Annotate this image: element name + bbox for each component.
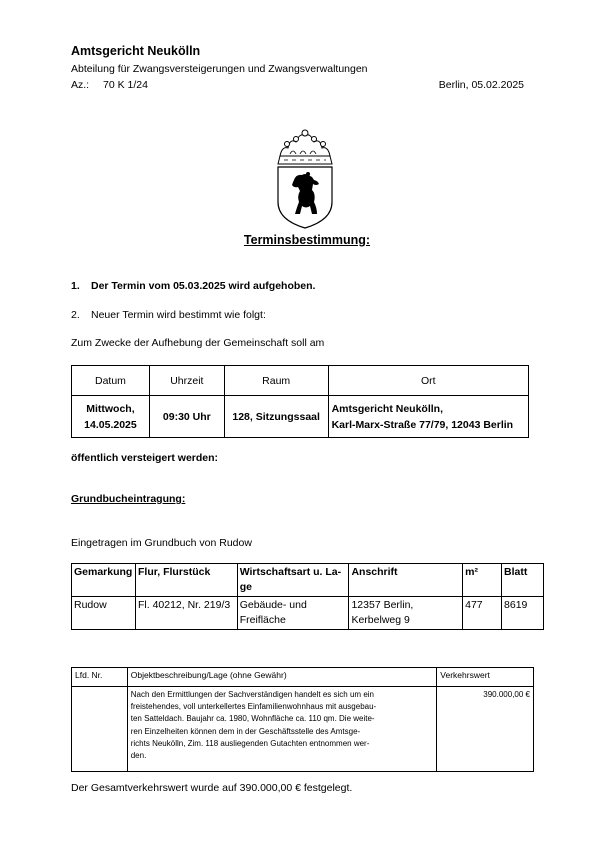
cell-flur: Fl. 40212, Nr. 219/3 — [135, 597, 237, 630]
datum-weekday: Mittwoch, — [86, 402, 135, 415]
ort-line: Amtsgericht Neukölln, — [331, 402, 444, 415]
table-header-row — [72, 668, 534, 687]
item-number: 1. — [71, 280, 80, 292]
table-row — [72, 396, 529, 438]
datum-date: 14.05.2025 — [84, 418, 137, 431]
document-title: Terminsbestimmung: — [243, 233, 371, 247]
header-lfd-nr: Lfd. Nr. — [72, 668, 128, 687]
table-header-row — [72, 564, 544, 597]
list-item — [71, 280, 315, 292]
intro-text: Zum Zwecke der Aufhebung der Gemeinschaft soll am — [71, 337, 325, 349]
cell-uhrzeit: 09:30 Uhr — [149, 396, 224, 438]
object-description-table — [71, 667, 534, 772]
description-line: richts Neukölln, Zim. 118 ausliegenden Gutachten entnommen wer- — [130, 738, 370, 748]
header-uhrzeit: Uhrzeit — [149, 366, 224, 396]
court-name: Amtsgericht Neukölln — [71, 44, 201, 58]
total-value-statement: Der Gesamtverkehrswert wurde auf 390.000,00 € festgelegt. — [71, 782, 353, 794]
cell-anschrift — [349, 597, 463, 630]
cell-lfd-nr — [72, 687, 128, 772]
item-number: 2. — [71, 309, 80, 321]
outro-text: öffentlich versteigert werden: — [71, 452, 219, 464]
table-row — [72, 687, 534, 772]
table-row — [72, 597, 544, 630]
berlin-bear-coat-of-arms-icon — [270, 124, 340, 230]
item-text: Neuer Termin wird bestimmt wie folgt: — [91, 309, 266, 321]
case-number-label: Az.: — [71, 79, 90, 91]
description-line: ren Einzelheiten können dem in der Geschäftsstelle des Amtsge- — [130, 726, 361, 736]
header-blatt: Blatt — [502, 564, 544, 597]
grundbuch-heading: Grundbucheintragung: — [71, 493, 186, 505]
header-raum: Raum — [224, 366, 328, 396]
description-line: Nach den Ermittlungen der Sachverständigen handelt es sich um ein — [130, 690, 374, 699]
case-number: 70 K 1/24 — [103, 79, 148, 91]
cell-datum — [72, 396, 150, 438]
header-gemarkung: Gemarkung — [72, 564, 136, 597]
cell-value: 390.000,00 € — [437, 687, 534, 772]
header-datum: Datum — [72, 366, 150, 396]
cell-blatt: 8619 — [502, 597, 544, 630]
table-header-row — [72, 366, 529, 396]
court-department: Abteilung für Zwangsversteigerungen und Zwangsverwaltungen — [71, 63, 368, 75]
cell-description — [127, 687, 437, 772]
header-flur: Flur, Flurstück — [135, 564, 237, 597]
list-item — [71, 309, 266, 321]
header-anschrift: Anschrift — [349, 564, 463, 597]
cell-m2: 477 — [463, 597, 502, 630]
land-register-table — [71, 563, 544, 630]
cell-gemarkung: Rudow — [72, 597, 136, 630]
cell-wirtschaftsart — [237, 597, 349, 630]
header-ort: Ort — [328, 366, 528, 396]
description-line: freistehendes, voll unterkellertes Einfamilienwohnhaus mit ausgebau- — [130, 702, 377, 712]
header-wirtschaftsart — [237, 564, 349, 597]
cell-ort — [328, 396, 528, 438]
header-m2: m² — [463, 564, 502, 597]
header-description: Objektbeschreibung/Lage (ohne Gewähr) — [127, 668, 437, 687]
cell-raum: 128, Sitzungssaal — [224, 396, 328, 438]
ort-line: Karl-Marx-Straße 77/79, 12043 Berlin — [331, 418, 514, 431]
header-value: Verkehrswert — [437, 668, 534, 687]
cell-line: Gebäude- und — [239, 599, 307, 611]
grundbuch-intro: Eingetragen im Grundbuch von Rudow — [71, 537, 252, 549]
description-line: den. — [130, 751, 147, 761]
appointment-table — [71, 365, 529, 438]
header-line: ge — [239, 581, 252, 593]
header-line: Wirtschaftsart u. La- — [239, 566, 342, 578]
cell-line: Freifläche — [239, 614, 286, 626]
cell-line: 12357 Berlin, — [351, 599, 414, 611]
cell-line: Kerbelweg 9 — [351, 614, 410, 626]
place-date: Berlin, 05.02.2025 — [438, 79, 524, 91]
description-line: ten Satteldach. Baujahr ca. 1980, Wohnfläche ca. 110 qm. Die weite- — [130, 714, 375, 724]
item-text: Der Termin vom 05.03.2025 wird aufgehoben. — [91, 280, 316, 292]
